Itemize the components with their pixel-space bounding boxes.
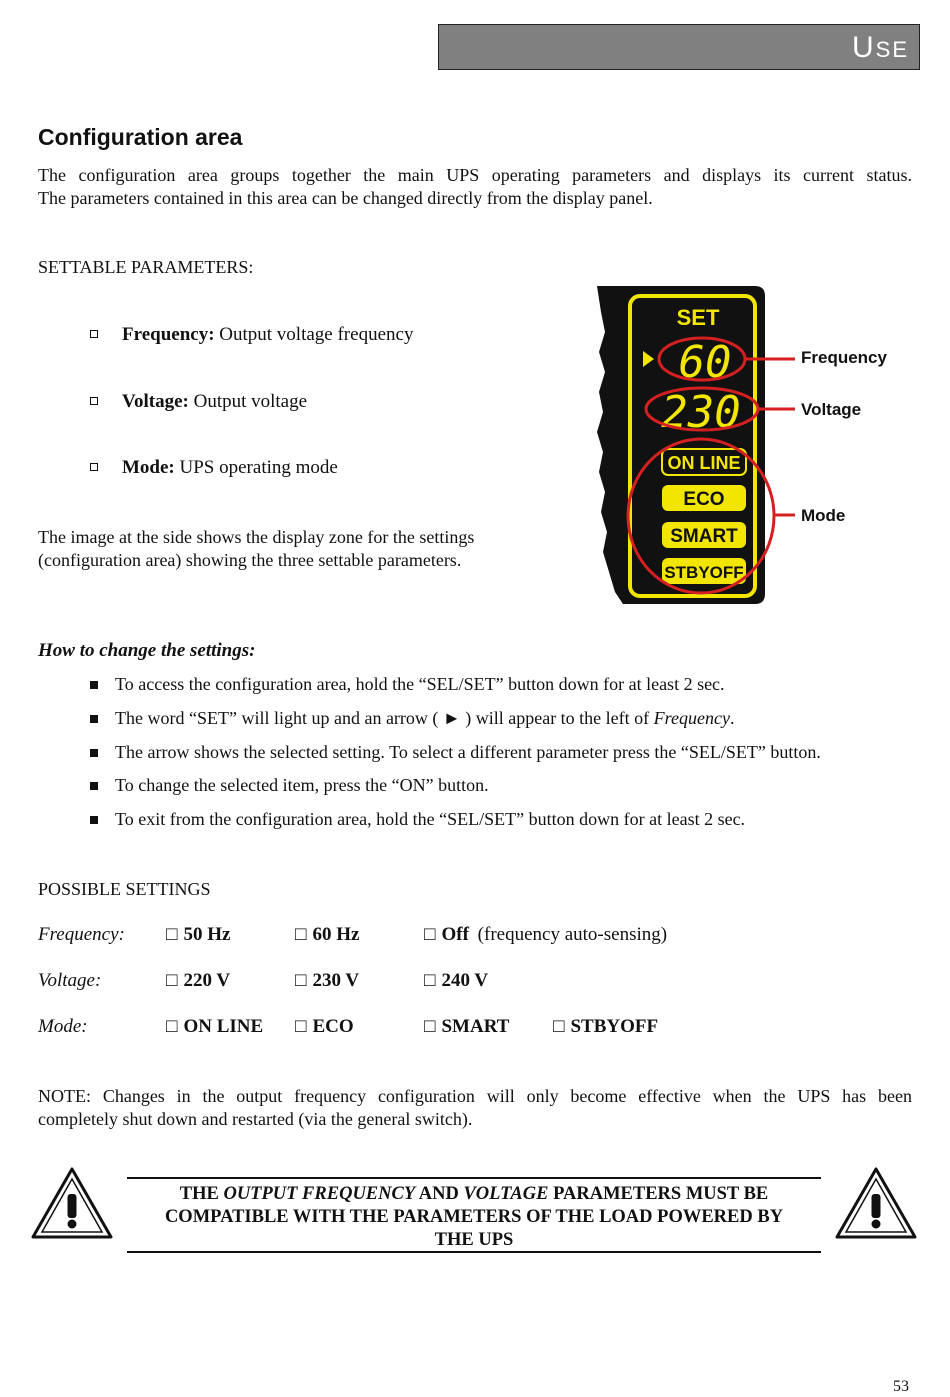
param-mode: Mode: UPS operating mode [90,457,338,479]
warning-line-2: COMPATIBLE WITH THE PARAMETERS OF THE LOAD POWERED BY [164,1207,784,1227]
voltage-callout-label: Voltage [801,400,862,419]
howto-step-4: To change the selected item, press the “ON” button. [115,775,489,795]
note-line-1: NOTE: Changes in the output frequency configuration will only become effective when the UPS has been [38,1086,912,1106]
warning-box [127,1177,821,1253]
mode-stbyoff-label: STBYOFF [664,563,744,582]
warning-triangle-icon [30,1166,114,1240]
intro-line-1: The configuration area groups together the main UPS operating parameters and displays its current status. [38,165,912,185]
display-set-label: SET [676,305,720,330]
section-header-bar [438,24,920,70]
option-220v: □ 220 V [166,970,231,991]
display-frequency-value: 60 [678,337,732,388]
page-title: Configuration area [38,124,243,150]
mode-callout-label: Mode [801,506,846,525]
option-smart: □ SMART [424,1016,510,1037]
step-bullet-icon [90,715,98,723]
option-eco: □ ECO [295,1016,354,1037]
option-230v: □ 230 V [295,970,360,991]
option-off: □ Off (frequency auto-sensing) [424,924,668,945]
display-voltage-value: 230 [661,387,741,438]
warning-line-3: THE UPS [434,1230,514,1250]
possible-settings-heading: POSSIBLE SETTINGS [38,879,211,899]
frequency-row-label: Frequency: [38,924,125,945]
step-bullet-icon [90,749,98,757]
option-240v: □ 240 V [424,970,489,991]
howto-step-5: To exit from the configuration area, hold the “SEL/SET” button down for at least 2 sec. [115,809,746,829]
page-number: 53 [893,1378,909,1395]
section-header-title: USE [851,31,909,64]
checkbox-bullet-icon [90,463,98,471]
voltage-row-label: Voltage: [38,970,102,991]
step-bullet-icon [90,782,98,790]
option-50hz: □ 50 Hz [166,924,231,945]
off-option-note: (frequency auto-sensing) [477,924,668,945]
note-line-2: completely shut down and restarted (via the general switch). [38,1109,473,1129]
warning-line-1: THE OUTPUT FREQUENCY AND VOLTAGE PARAMETERS MUST BE [179,1184,769,1204]
image-note-line-1: The image at the side shows the display zone for the settings [38,527,475,547]
option-online: □ ON LINE [166,1016,264,1037]
settable-heading: SETTABLE PARAMETERS: [38,257,254,277]
image-note-line-2: (configuration area) showing the three settable parameters. [38,550,462,570]
display-panel-illustration [585,282,915,612]
param-frequency: Frequency: Output voltage frequency [90,324,413,346]
option-60hz: □ 60 Hz [295,924,360,945]
warning-triangle-icon [834,1166,918,1240]
param-voltage: Voltage: Output voltage [90,391,307,413]
step-bullet-icon [90,816,98,824]
checkbox-bullet-icon [90,330,98,338]
option-stbyoff: □ STBYOFF [553,1016,659,1037]
mode-row-label: Mode: [38,1016,88,1037]
mode-eco-label: ECO [683,489,725,510]
howto-heading: How to change the settings: [38,640,256,661]
howto-step-1: To access the configuration area, hold the “SEL/SET” button down for at least 2 sec. [115,674,725,694]
howto-step-2: The word “SET” will light up and an arrow ( ► ) will appear to the left of Frequency. [115,708,735,728]
mode-online-label: ON LINE [667,453,741,473]
intro-line-2: The parameters contained in this area can be changed directly from the display panel. [38,188,653,208]
howto-step-3: The arrow shows the selected setting. To select a different parameter press the “SEL/SET” button. [115,742,821,762]
display-panel-body [597,286,765,604]
frequency-callout-label: Frequency [801,348,887,367]
mode-smart-label: SMART [670,526,738,547]
checkbox-bullet-icon [90,397,98,405]
step-bullet-icon [90,681,98,689]
